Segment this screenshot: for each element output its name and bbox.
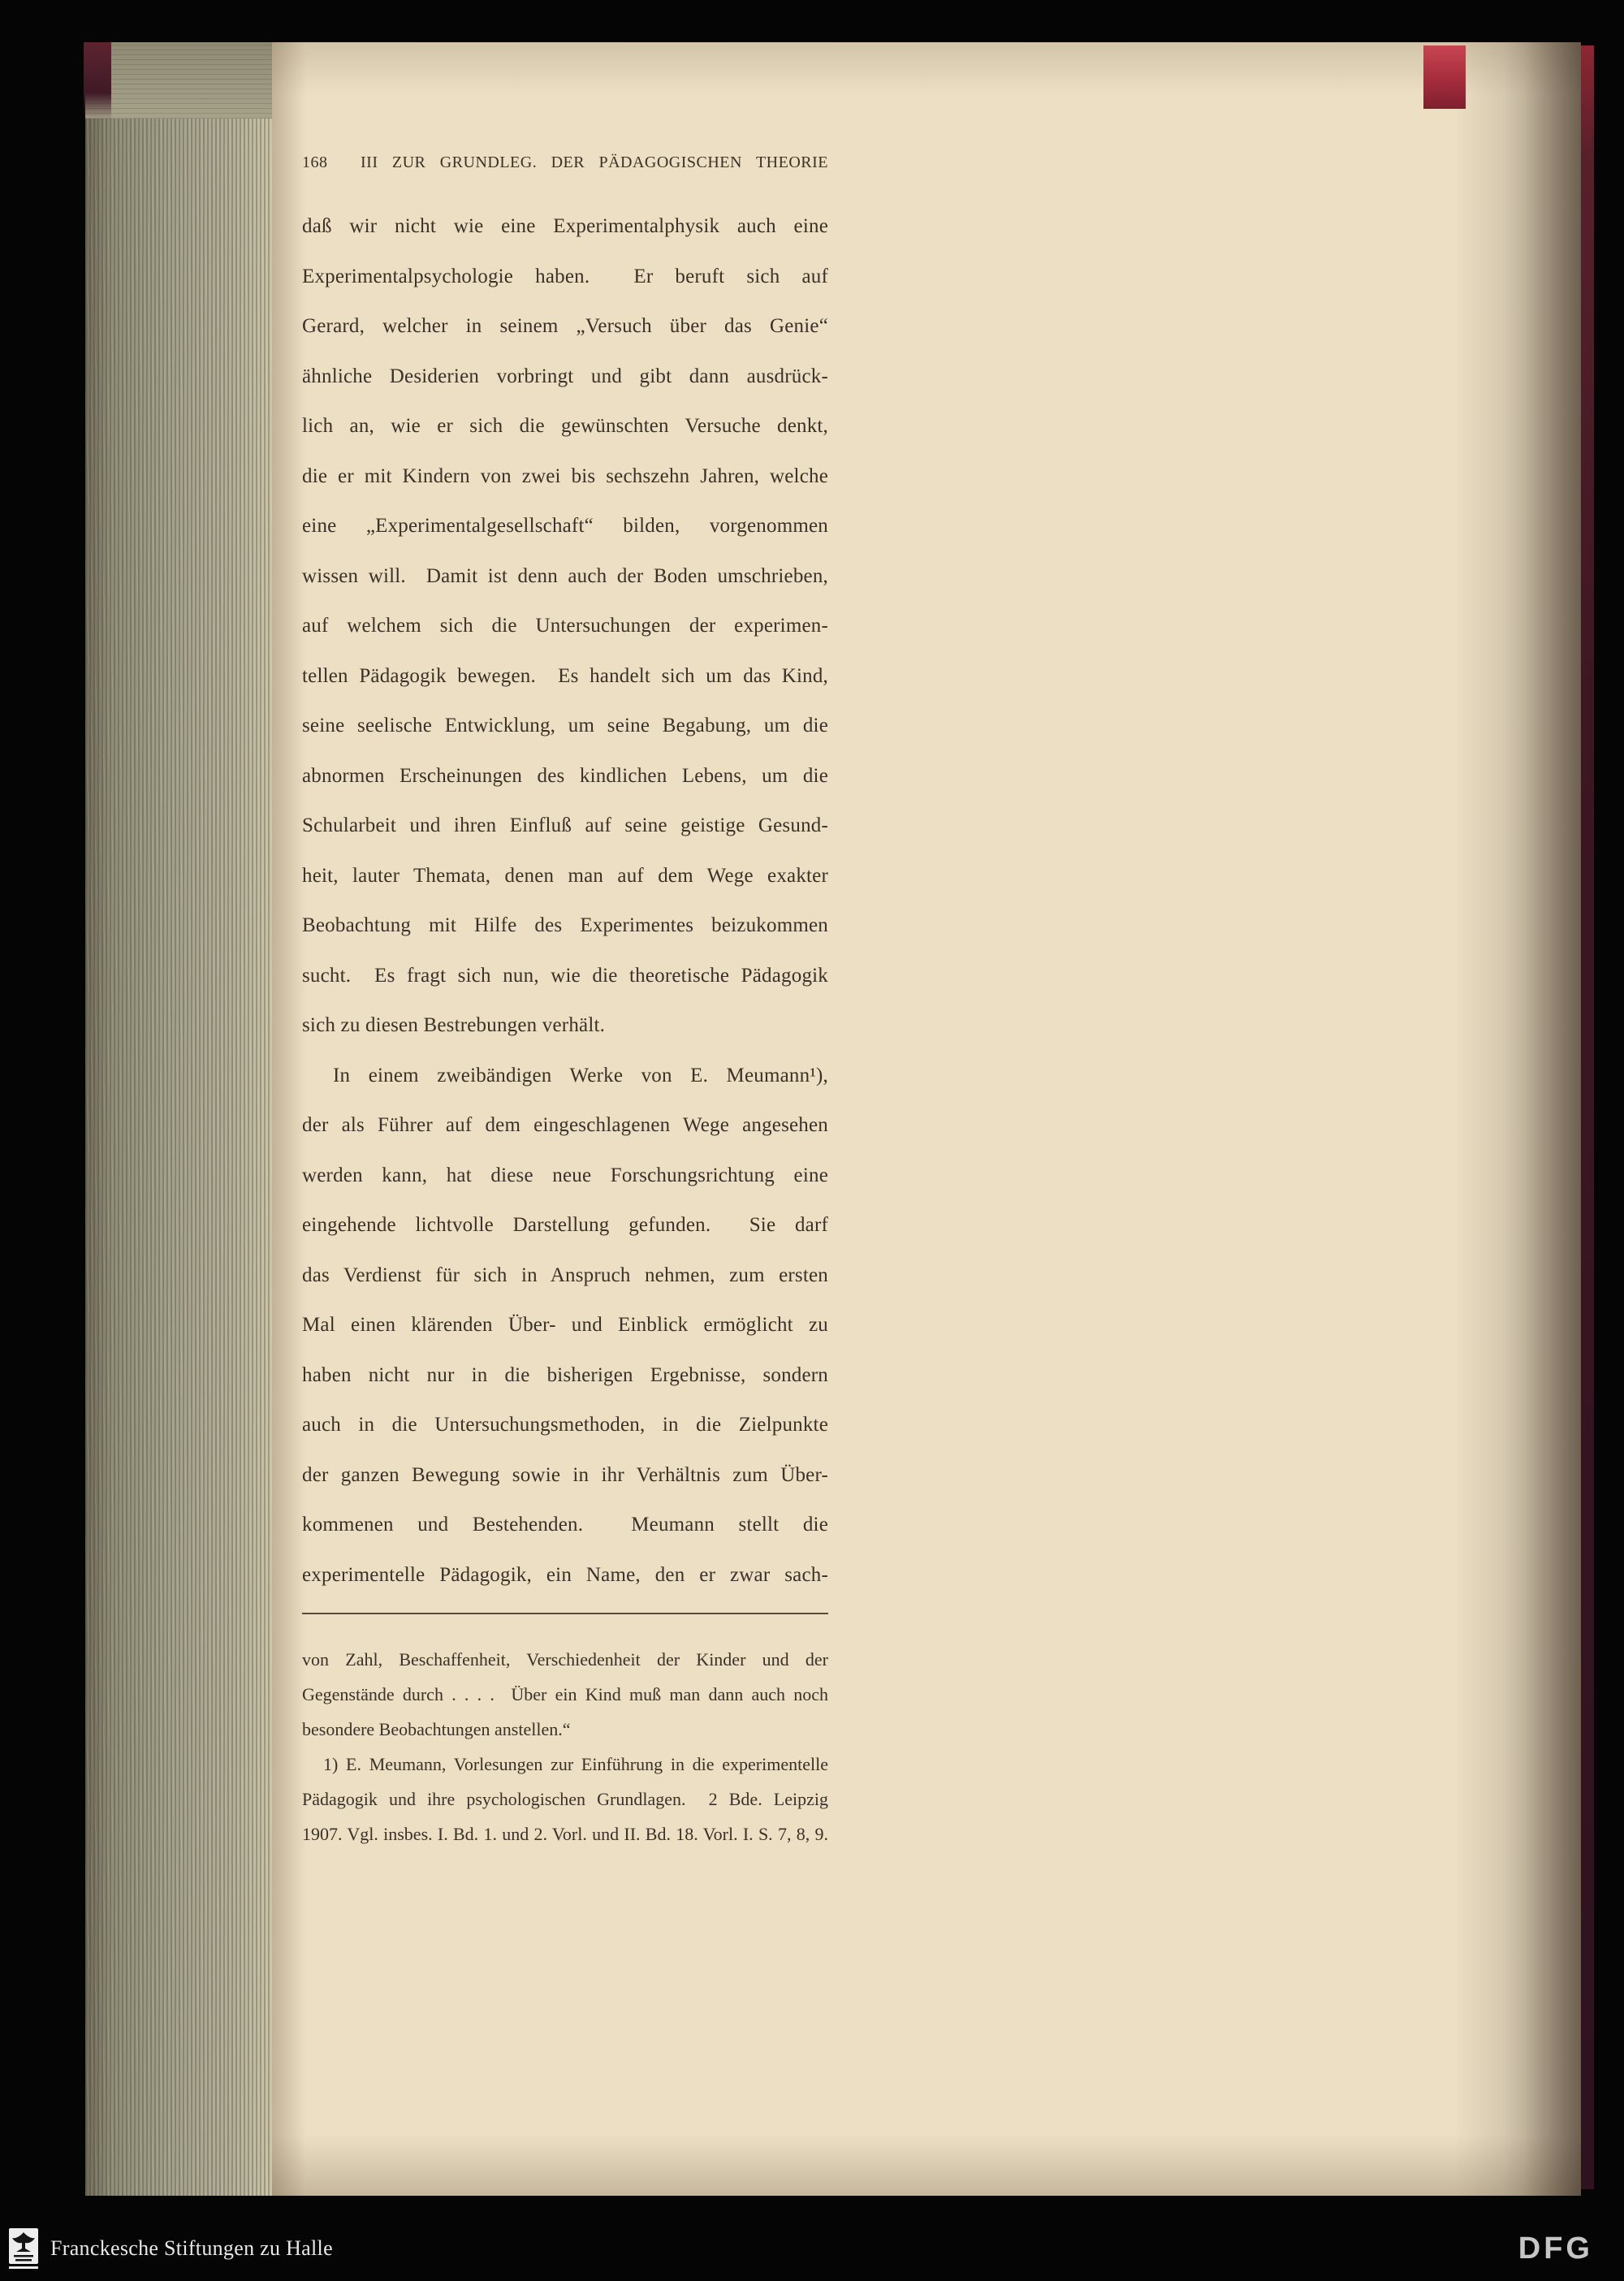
text-line: abnormen Erscheinungen des kindlichen Lebens, um die <box>302 764 828 787</box>
text-line: eine „Experimentalgesellschaft“ bilden, vorgenommen <box>302 515 828 537</box>
text-line: experimentelle Pädagogik, ein Name, den er zwar sach- <box>302 1563 828 1586</box>
text-line: tellen Pädagogik bewegen. Es handelt sich um das Kind, <box>302 664 828 687</box>
text-line: eingehende lichtvolle Darstellung gefunden. Sie darf <box>302 1214 828 1236</box>
text-line: 1907. Vgl. insbes. I. Bd. 1. und 2. Vorl. und II. Bd. 18. Vorl. I. S. 7, 8, 9. <box>302 1824 828 1844</box>
book-page-stack-edge <box>85 42 272 2196</box>
text-line: sucht. Es fragt sich nun, wie die theoretische Pädagogik <box>302 964 828 987</box>
text-line: kommenen und Bestehenden. Meumann stellt die <box>302 1514 828 1536</box>
text-line: sich zu diesen Bestrebungen verhält. <box>302 1014 606 1036</box>
text-line: Schularbeit und ihren Einfluß auf seine geistige Gesund- <box>302 814 828 836</box>
text-line: Pädagogik und ihre psychologischen Grundlagen. 2 Bde. Leipzig <box>302 1789 828 1809</box>
text-line: wissen will. Damit ist denn auch der Boden umschrieben, <box>302 564 828 587</box>
text-line: seine seelische Entwicklung, um seine Begabung, um die <box>302 715 828 737</box>
dfg-logo: DFG <box>1518 2231 1593 2266</box>
text-line: heit, lauter Themata, denen man auf dem Wege exakter <box>302 864 828 887</box>
book-cover-red-edge-top <box>1423 45 1466 109</box>
text-line: Experimentalpsychologie haben. Er beruft sich auf <box>302 265 828 287</box>
page-curve-shadow <box>1453 42 1581 2196</box>
book-page-stack-head <box>85 42 272 119</box>
text-line: Gerard, welcher in seinem „Versuch über das Genie“ <box>302 315 828 337</box>
text-line: der ganzen Bewegung sowie in ihr Verhältnis zum Über- <box>302 1463 828 1486</box>
text-line: der als Führer auf dem eingeschlagenen Wege angesehen <box>302 1114 828 1136</box>
text-line: von Zahl, Beschaffenheit, Verschiedenheit der Kinder und der <box>302 1649 828 1670</box>
body-paragraph <box>302 201 828 1051</box>
page-text-block <box>302 151 828 1851</box>
text-line: daß wir nicht wie eine Experimentalphysik auch eine <box>302 215 828 237</box>
text-line: die er mit Kindern von zwei bis sechszehn Jahren, welche <box>302 464 828 487</box>
text-line: Beobachtung mit Hilfe des Experimentes beizukommen <box>302 914 828 936</box>
book-cover-edge-right <box>1581 45 1594 2189</box>
footnote-paragraph <box>302 1642 828 1747</box>
text-line: das Verdienst für sich in Anspruch nehmen, zum ersten <box>302 1264 828 1286</box>
text-line: Gegenstände durch . . . . Über ein Kind muß man dann auch noch <box>302 1684 828 1704</box>
text-line: ähnliche Desiderien vorbringt und gibt dann ausdrück- <box>302 365 828 387</box>
text-line: besondere Beobachtungen anstellen.“ <box>302 1719 571 1739</box>
providing-institution <box>8 2227 333 2270</box>
text-line: 1) E. Meumann, Vorlesungen zur Einführung in die experimentelle <box>323 1754 828 1774</box>
footnotes <box>302 1642 828 1851</box>
text-line: haben nicht nur in die bisherigen Ergebnisse, sondern <box>302 1363 828 1386</box>
running-header <box>302 151 828 174</box>
text-line: auf welchem sich die Untersuchungen der experimen- <box>302 615 828 637</box>
text-line: lich an, wie er sich die gewünschten Versuche denkt, <box>302 415 828 437</box>
text-line: Mal einen klärenden Über- und Einblick ermöglicht zu <box>302 1314 828 1336</box>
providing-institution-name: Franckesche Stiftungen zu Halle <box>50 2236 333 2260</box>
footnote-separator-rule <box>302 1613 828 1614</box>
franckesche-stiftungen-logo-icon <box>8 2227 39 2270</box>
body-paragraph <box>302 1051 828 1601</box>
body-text <box>302 201 828 1600</box>
book-cover-edge-top-left <box>84 42 111 120</box>
text-line: werden kann, hat diese neue Forschungsrichtung eine <box>302 1164 828 1186</box>
text-line: auch in die Untersuchungsmethoden, in die Zielpunkte <box>302 1414 828 1436</box>
footnote-paragraph <box>302 1747 828 1851</box>
running-title: III ZUR GRUNDLEG. DER PÄDAGOGISCHEN THEORIE <box>361 153 828 171</box>
scan-footer-bar <box>0 2193 1624 2281</box>
text-line: In einem zweibändigen Werke von E. Meumann¹), <box>333 1064 828 1086</box>
page-number: 168 <box>302 153 328 171</box>
